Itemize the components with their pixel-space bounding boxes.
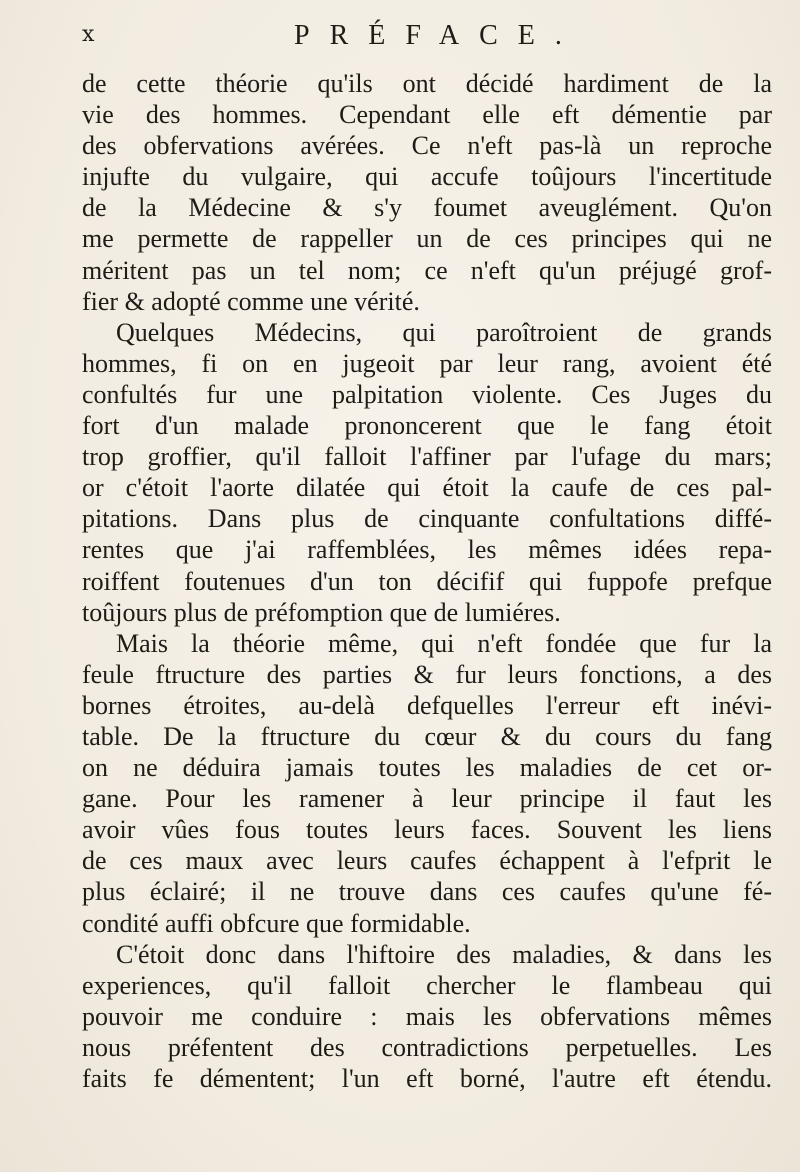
text-line: de ces maux avec leurs caufes échappent à l'efprit le — [82, 846, 772, 876]
text-line: trop groffier, qu'il falloit l'affiner par l'ufage du mars; — [82, 442, 772, 472]
text-line: méritent pas un tel nom; ce n'eft qu'un préjugé grof- — [82, 255, 772, 285]
text-line: faits fe démentent; l'un eft borné, l'autre eft étendu. — [82, 1064, 772, 1093]
text-line: me permette de rappeller un de ces principes qui ne — [82, 224, 772, 254]
text-line: de cette théorie qu'ils ont décidé hardiment de la — [82, 69, 772, 98]
text-line: on ne déduira jamais toutes les maladies de cet or- — [82, 753, 772, 783]
text-line: or c'étoit l'aorte dilatée qui étoit la caufe de ces pal- — [82, 473, 772, 503]
text-line: gane. Pour les ramener à leur principe il faut les — [82, 784, 772, 814]
paragraph — [82, 628, 772, 939]
running-title: PRÉFACE. — [294, 20, 582, 51]
paragraph — [82, 68, 772, 317]
text-line: condité auffi obfcure que formidable. — [82, 908, 471, 938]
paragraph — [82, 939, 772, 1094]
text-line: nous préfentent des contradictions perpetuelles. Les — [82, 1032, 772, 1062]
text-line: Mais la théorie même, qui n'eft fondée que fur la — [116, 628, 772, 658]
text-line: Quelques Médecins, qui paroîtroient de grands — [116, 317, 772, 347]
folio-number: x — [82, 22, 95, 47]
text-line: pouvoir me conduire : mais les obfervations mêmes — [82, 1001, 772, 1031]
body-text — [82, 68, 772, 1094]
text-line: fort d'un malade prononcerent que le fang étoit — [82, 411, 772, 441]
text-line: bornes étroites, au-delà defquelles l'erreur eft inévi- — [82, 690, 772, 720]
text-line: plus éclairé; il ne trouve dans ces caufes qu'une fé- — [82, 877, 772, 907]
text-line: pitations. Dans plus de cinquante confultations diffé- — [82, 504, 772, 534]
text-line: experiences, qu'il falloit chercher le flambeau qui — [82, 970, 772, 1000]
text-line: rentes que j'ai raffemblées, les mêmes idées repa- — [82, 535, 772, 565]
text-line: de la Médecine & s'y foumet aveuglément. Qu'on — [82, 193, 772, 223]
text-line: confultés fur une palpitation violente. Ces Juges du — [82, 379, 772, 409]
text-line: feule ftructure des parties & fur leurs fonctions, a des — [82, 659, 772, 689]
text-line: fier & adopté comme une vérité. — [82, 286, 420, 316]
text-line: roiffent foutenues d'un ton décifif qui fuppofe prefque — [82, 566, 772, 596]
text-line: avoir vûes fous toutes leurs faces. Souvent les liens — [82, 815, 772, 845]
text-line: hommes, fi on en jugeoit par leur rang, avoient été — [82, 348, 772, 378]
text-line: table. De la ftructure du cœur & du cours du fang — [82, 721, 772, 751]
paragraph — [82, 317, 772, 628]
text-line: C'étoit donc dans l'hiftoire des maladies, & dans les — [116, 939, 772, 969]
text-line: injufte du vulgaire, qui accufe toûjours l'incertitude — [82, 162, 772, 192]
page-header — [82, 8, 772, 60]
text-line: vie des hommes. Cependant elle eft démentie par — [82, 100, 772, 130]
text-line: des obfervations avérées. Ce n'eft pas-là un reproche — [82, 131, 772, 161]
text-line: toûjours plus de préfomption que de lumiéres. — [82, 597, 561, 627]
